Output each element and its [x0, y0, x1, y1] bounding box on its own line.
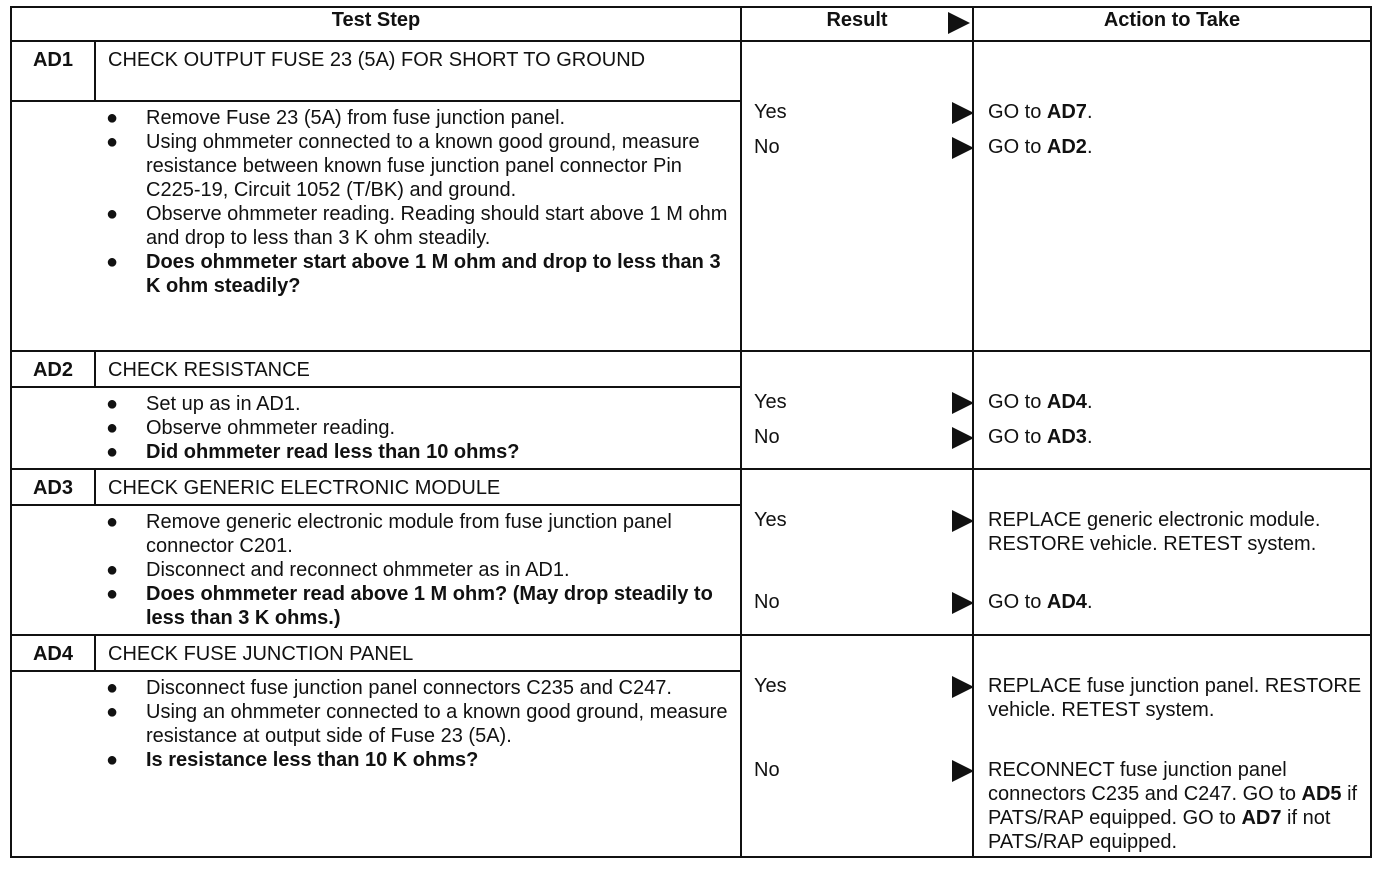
- bullet-icon: ●: [106, 583, 119, 605]
- header-result: [741, 7, 973, 41]
- table-header: [11, 7, 1371, 41]
- action-text: GO to AD4.: [988, 591, 1093, 613]
- bullet-icon: ●: [106, 251, 119, 273]
- test-title: CHECK OUTPUT FUSE 23 (5A) FOR SHORT TO GROUND: [95, 41, 741, 101]
- list-item: ● Using ohmmeter connected to a known good ground, measure resistance between known fuse junction panel connector Pin C225-19, Circuit 1052 (T/BK) and ground.: [106, 131, 700, 201]
- arrow-right-icon: [948, 12, 970, 34]
- bullet-icon: ●: [106, 677, 119, 699]
- test-id: AD4: [11, 635, 95, 671]
- result-cell: [741, 41, 973, 351]
- test-title: CHECK GENERIC ELECTRONIC MODULE: [95, 469, 741, 505]
- arrow-right-icon: [952, 592, 974, 614]
- result-cell: [741, 469, 973, 635]
- test-steps: [11, 101, 741, 351]
- test-row-title: [11, 635, 1371, 671]
- result-no: [754, 425, 974, 453]
- action-cell: [973, 351, 1371, 469]
- test-steps: [11, 505, 741, 635]
- bullet-icon: ●: [106, 107, 119, 129]
- result-label: Yes: [754, 509, 787, 531]
- action-text: GO to AD7.: [988, 101, 1093, 123]
- list-item: ● Remove generic electronic module from fuse junction panel connector C201.: [106, 511, 672, 557]
- test-steps: [11, 387, 741, 469]
- arrow-right-icon: [952, 510, 974, 532]
- bullet-icon: ●: [106, 559, 119, 581]
- result-label: No: [754, 426, 780, 448]
- arrow-right-icon: [952, 102, 974, 124]
- bullet-icon: ●: [106, 393, 119, 415]
- result-cell: [741, 351, 973, 469]
- test-row-title: [11, 469, 1371, 505]
- result-label: Yes: [754, 675, 787, 697]
- list-item: ● Observe ohmmeter reading.: [106, 417, 396, 439]
- pinpoint-test-table: [10, 6, 1372, 858]
- result-no: [754, 758, 974, 786]
- list-item: ● Is resistance less than 10 K ohms?: [106, 749, 479, 771]
- bullet-icon: ●: [106, 131, 119, 153]
- result-yes: [754, 508, 974, 536]
- result-label: No: [754, 136, 780, 158]
- list-item: ● Remove Fuse 23 (5A) from fuse junction panel.: [106, 107, 566, 129]
- result-yes: [754, 674, 974, 702]
- test-row-title: [11, 351, 1371, 387]
- result-no: [754, 135, 974, 163]
- bullet-icon: ●: [106, 203, 119, 225]
- list-item: ● Using an ohmmeter connected to a known good ground, measure resistance at output side of Fuse 23 (5A).: [106, 701, 728, 747]
- action-text: GO to AD3.: [988, 426, 1093, 448]
- list-item: ● Observe ohmmeter reading. Reading should start above 1 M ohm and drop to less than 3 K ohm steadily.: [106, 203, 728, 249]
- header-result-label: Result: [826, 9, 888, 31]
- action-text: GO to AD2.: [988, 136, 1093, 158]
- test-title: CHECK FUSE JUNCTION PANEL: [95, 635, 741, 671]
- list-item: ● Does ohmmeter read above 1 M ohm? (May drop steadily to less than 3 K ohms.): [106, 583, 713, 629]
- list-item: ● Does ohmmeter start above 1 M ohm and drop to less than 3 K ohm steadily?: [106, 251, 721, 297]
- result-yes: [754, 390, 974, 418]
- bullet-icon: ●: [106, 441, 119, 463]
- arrow-right-icon: [952, 427, 974, 449]
- result-label: Yes: [754, 391, 787, 413]
- header-action: Action to Take: [973, 7, 1371, 41]
- test-row-title: [11, 41, 1371, 101]
- action-text: RECONNECT fuse junction panel connectors C235 and C247. GO to AD5 if PATS/RAP equipped. GO to AD7 if not PATS/RAP equipped.: [988, 759, 1358, 853]
- list-item: ● Set up as in AD1.: [106, 393, 301, 415]
- test-id: AD3: [11, 469, 95, 505]
- action-text: REPLACE fuse junction panel. RESTORE vehicle. RETEST system.: [988, 675, 1362, 721]
- result-cell: [741, 635, 973, 857]
- list-item: ● Disconnect and reconnect ohmmeter as in AD1.: [106, 559, 570, 581]
- result-yes: [754, 100, 974, 128]
- test-steps: [11, 671, 741, 857]
- bullet-icon: ●: [106, 511, 119, 533]
- list-item: ● Disconnect fuse junction panel connectors C235 and C247.: [106, 677, 672, 699]
- arrow-right-icon: [952, 676, 974, 698]
- bullet-icon: ●: [106, 749, 119, 771]
- result-label: Yes: [754, 101, 787, 123]
- header-test-step: Test Step: [11, 7, 741, 41]
- action-cell: [973, 41, 1371, 351]
- test-id: AD2: [11, 351, 95, 387]
- action-text: REPLACE generic electronic module. RESTORE vehicle. RETEST system.: [988, 509, 1321, 555]
- action-cell: [973, 635, 1371, 857]
- arrow-right-icon: [952, 392, 974, 414]
- test-id: AD1: [11, 41, 95, 101]
- result-label: No: [754, 759, 780, 781]
- bullet-icon: ●: [106, 701, 119, 723]
- result-label: No: [754, 591, 780, 613]
- test-title: CHECK RESISTANCE: [95, 351, 741, 387]
- action-cell: [973, 469, 1371, 635]
- bullet-icon: ●: [106, 417, 119, 439]
- action-text: GO to AD4.: [988, 391, 1093, 413]
- arrow-right-icon: [952, 137, 974, 159]
- list-item: ● Did ohmmeter read less than 10 ohms?: [106, 441, 520, 463]
- result-no: [754, 590, 974, 618]
- arrow-right-icon: [952, 760, 974, 782]
